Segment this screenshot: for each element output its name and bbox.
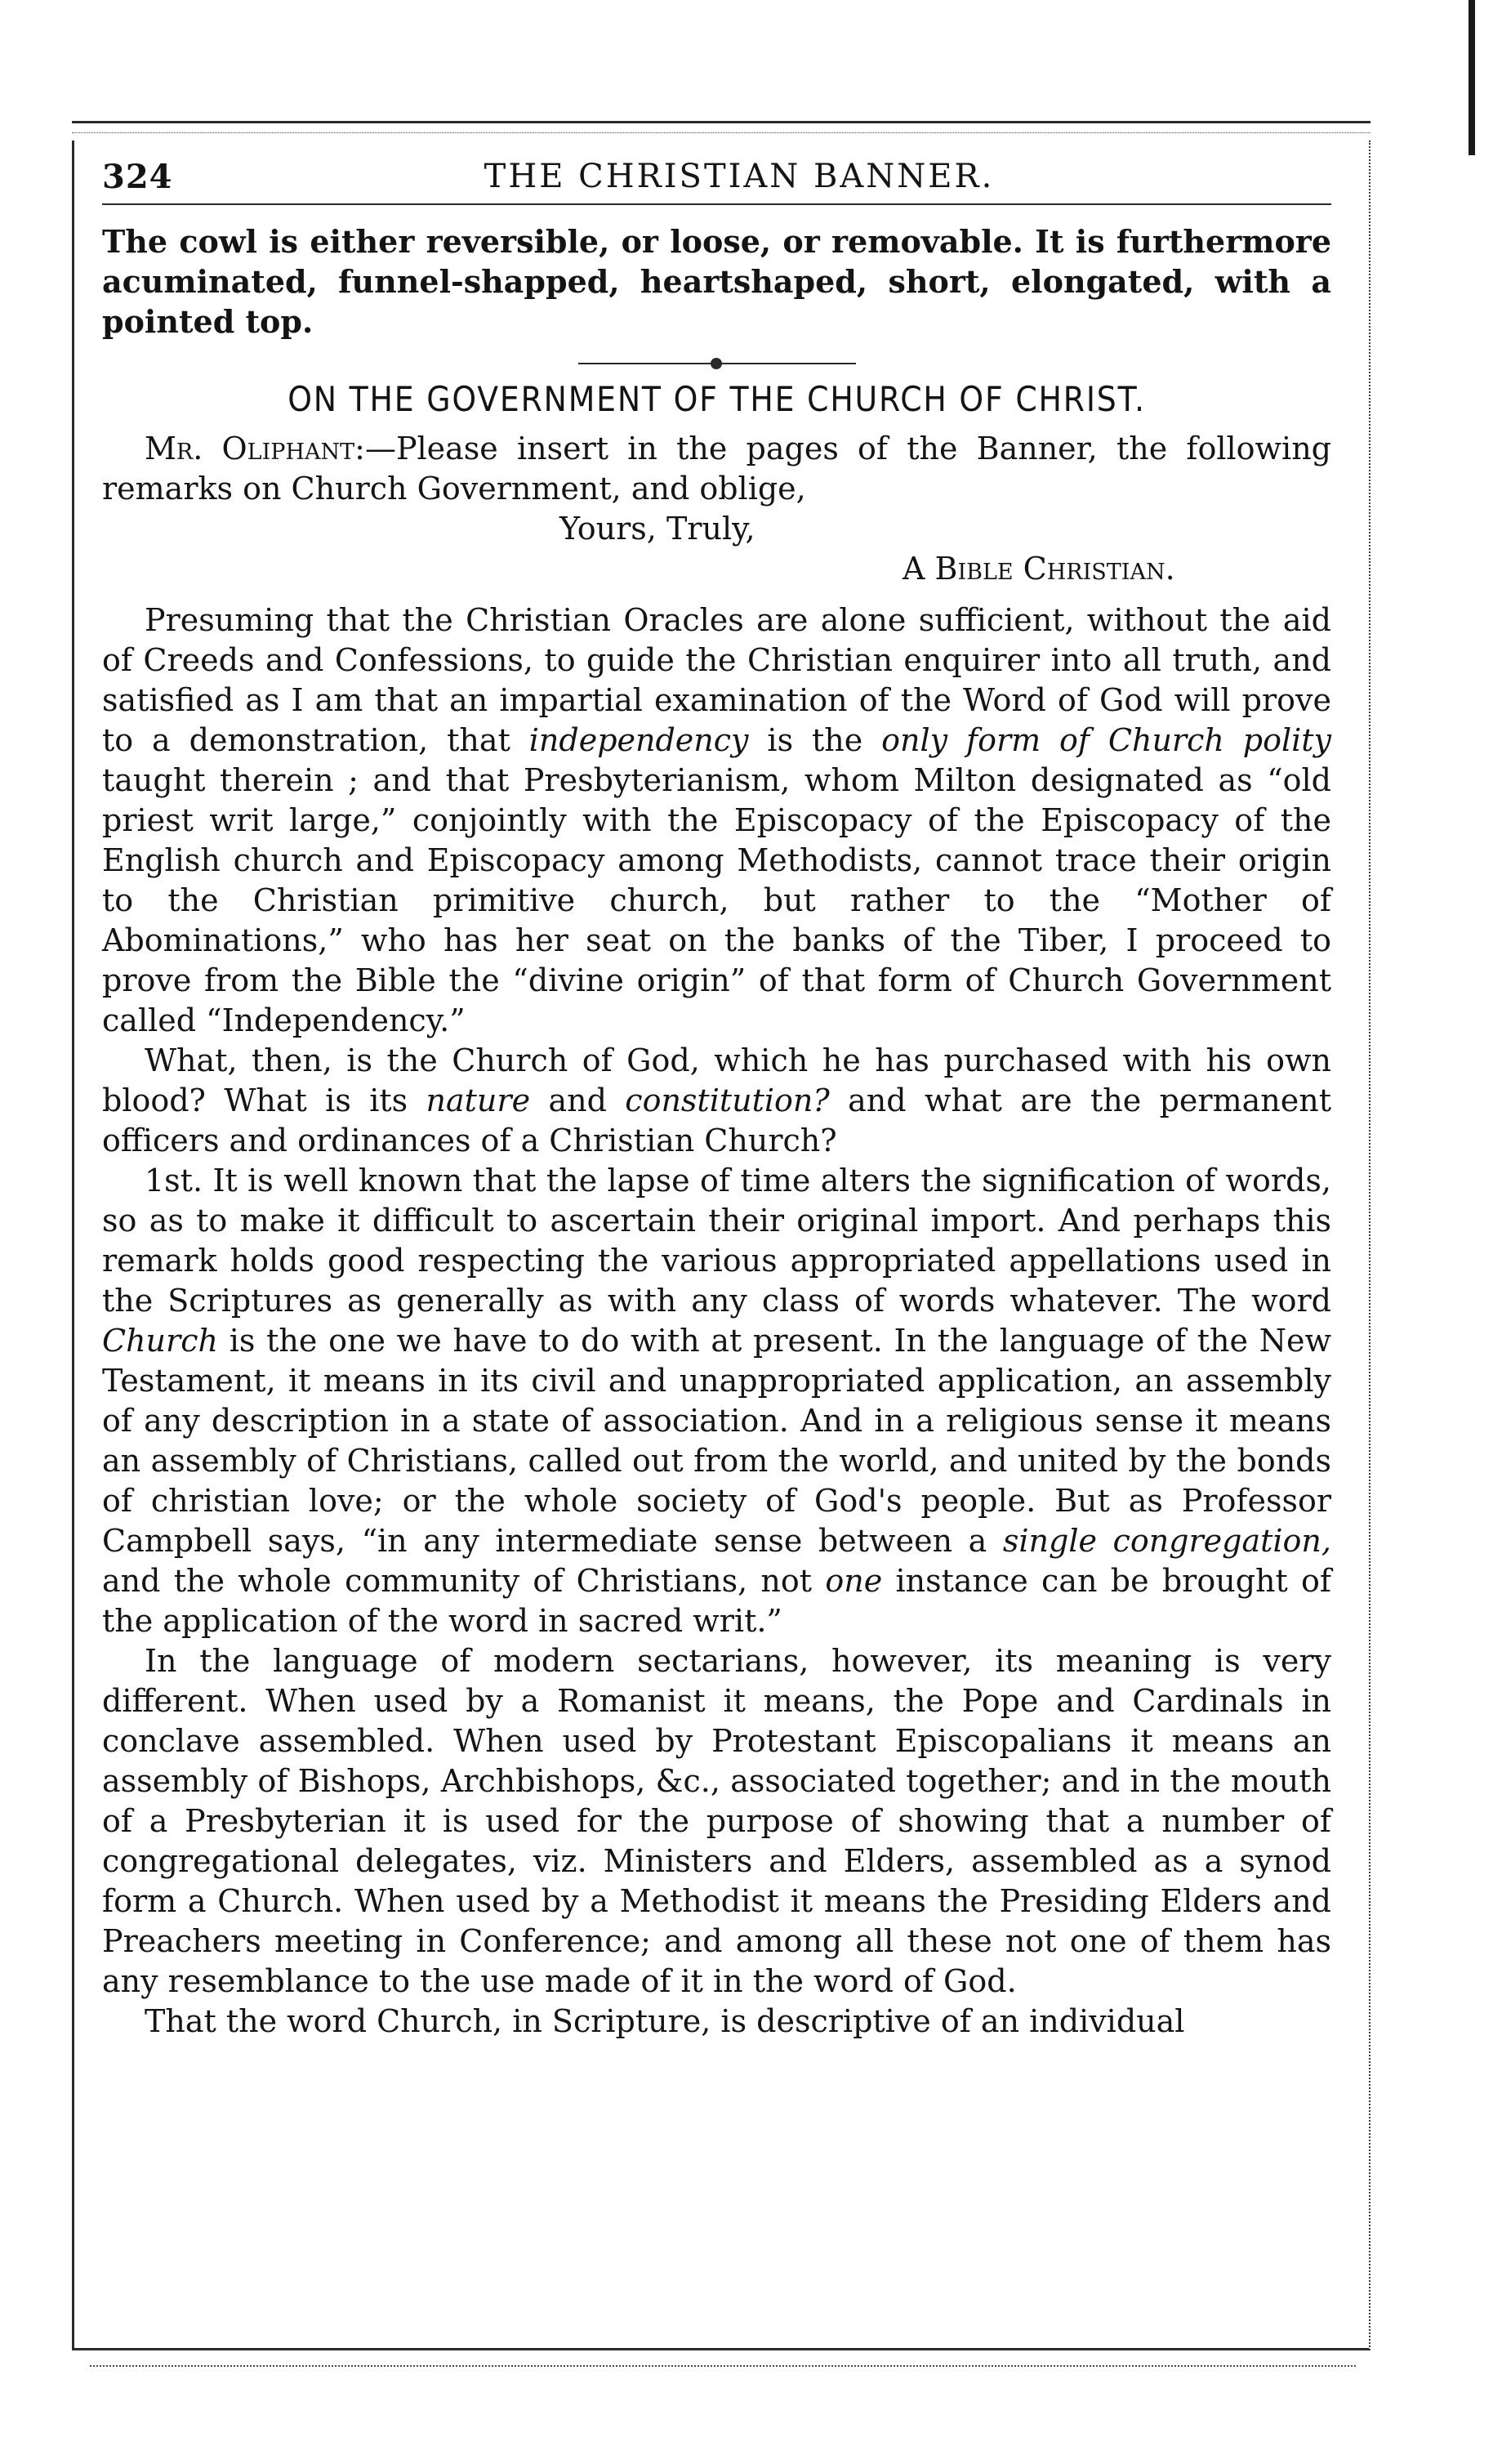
text-run: and [530, 1082, 626, 1118]
paragraph-first-point [102, 1161, 1331, 1641]
text-run: What, then, is the Church of God, which he has purchased with his own blood? What is its [102, 1042, 1331, 1118]
page-number: 324 [102, 158, 173, 196]
running-head [102, 151, 1331, 205]
italic-run: independency [528, 722, 749, 758]
italic-run: single congregation, [1002, 1523, 1331, 1559]
paragraph-presuming [102, 600, 1331, 1041]
section-divider [578, 363, 856, 364]
text-run: and what are the permanent officers and ordinances of a Christian Church? [102, 1082, 1331, 1158]
text-run: taught therein ; and that Presbyterianism, whom Milton designated as “old priest writ large,” conjointly with the Episcopacy of the Episcopacy of the English church and Episcopacy among Methodists, cannot trace their origin to the Christian primitive church, but rather to the “Mother of Abominations,” who has her seat on the banks of the Tiber, I proceed to prove from the Bible the “divine origin” of that form of Church Government called “Independency.” [102, 762, 1331, 1038]
bottom-dotted-rule [90, 2365, 1356, 2367]
text-run: 1st. It is well known that the lapse of time alters the signification of words, so as to make it difficult to ascertain their original import. And perhaps this remark holds good respecting the various appropriated appellations used in the Scriptures as generally as with any class of words whatever. The word [102, 1163, 1331, 1319]
paragraph-what-then [102, 1041, 1331, 1161]
journal-title: THE CHRISTIAN BANNER. [484, 158, 995, 195]
italic-run: nature [426, 1082, 531, 1118]
margin-bar [1469, 0, 1475, 155]
letter-closing: Yours, Truly, [559, 511, 755, 547]
divider-dot [711, 358, 722, 369]
letter-signature: A Bible Christian. [903, 551, 1175, 587]
paragraph-modern-sectarians: In the language of modern sectarians, however, its meaning is very different. When used by a Romanist it means, the Pope and Cardinals in conclave assembled. When used by Protestant Episcopalians it means an assembly of Bishops, Archbishops, &c., associated together; and in the mouth of a Presbyterian it is used for the purpose of showing that a number of congregational delegates, viz. Ministers and Elders, assembled as a synod form a Church. When used by a Methodist it means the Presiding Elders and Preachers meeting in Conference; and among all these not one of them has any resemblance to the use made of it in the word of God. [102, 1643, 1331, 1999]
top-border-rule [72, 121, 1371, 123]
page-content [102, 151, 1331, 2042]
text-run: Presuming that the Christian Oracles are alone sufficient, without the aid of Creeds and Confessions, to guide the Christian enquirer into all truth, and satisfied as I am that an impartial examination of the Word of God will prove to a demonstration, that [102, 602, 1331, 758]
article-title: ON THE GOVERNMENT OF THE CHURCH OF CHRIST. [287, 379, 1146, 419]
italic-run: Church [102, 1323, 218, 1359]
top-border-dotted-rule [72, 132, 1371, 133]
letter-intro [102, 429, 1331, 509]
letter-addressee: Mr. Oliphant: [145, 431, 365, 466]
text-run: and the whole community of Christians, not [102, 1563, 826, 1599]
text-run: instance can be brought of the application of the word in sacred writ.” [102, 1563, 1331, 1639]
italic-run: constitution? [625, 1082, 830, 1118]
letter-text: —Please insert in the pages of the Banner, the following remarks on Church Government, and oblige, [102, 431, 1332, 507]
text-run: is the one we have to do with at present. In the language of the New Testament, it means in its civil and unappropriated application, an assembly of any description in a state of association. And in a religious sense it means an assembly of Christians, called out from the world, and united by the bonds of christian love; or the whole society of God's people. But as Professor Campbell says, “in any intermediate sense between a [102, 1323, 1331, 1559]
paragraph-closing-fragment: That the word Church, in Scripture, is descriptive of an individual [145, 2003, 1185, 2039]
intro-paragraph: The cowl is either reversible, or loose, or removable. It is furthermore acuminated, funnel-shapped, heartshaped, short, elongated, with a pointed top. [102, 223, 1331, 340]
italic-run: only form of Church polity [881, 722, 1331, 758]
text-run: is the [748, 722, 882, 758]
italic-run: one [825, 1563, 883, 1599]
